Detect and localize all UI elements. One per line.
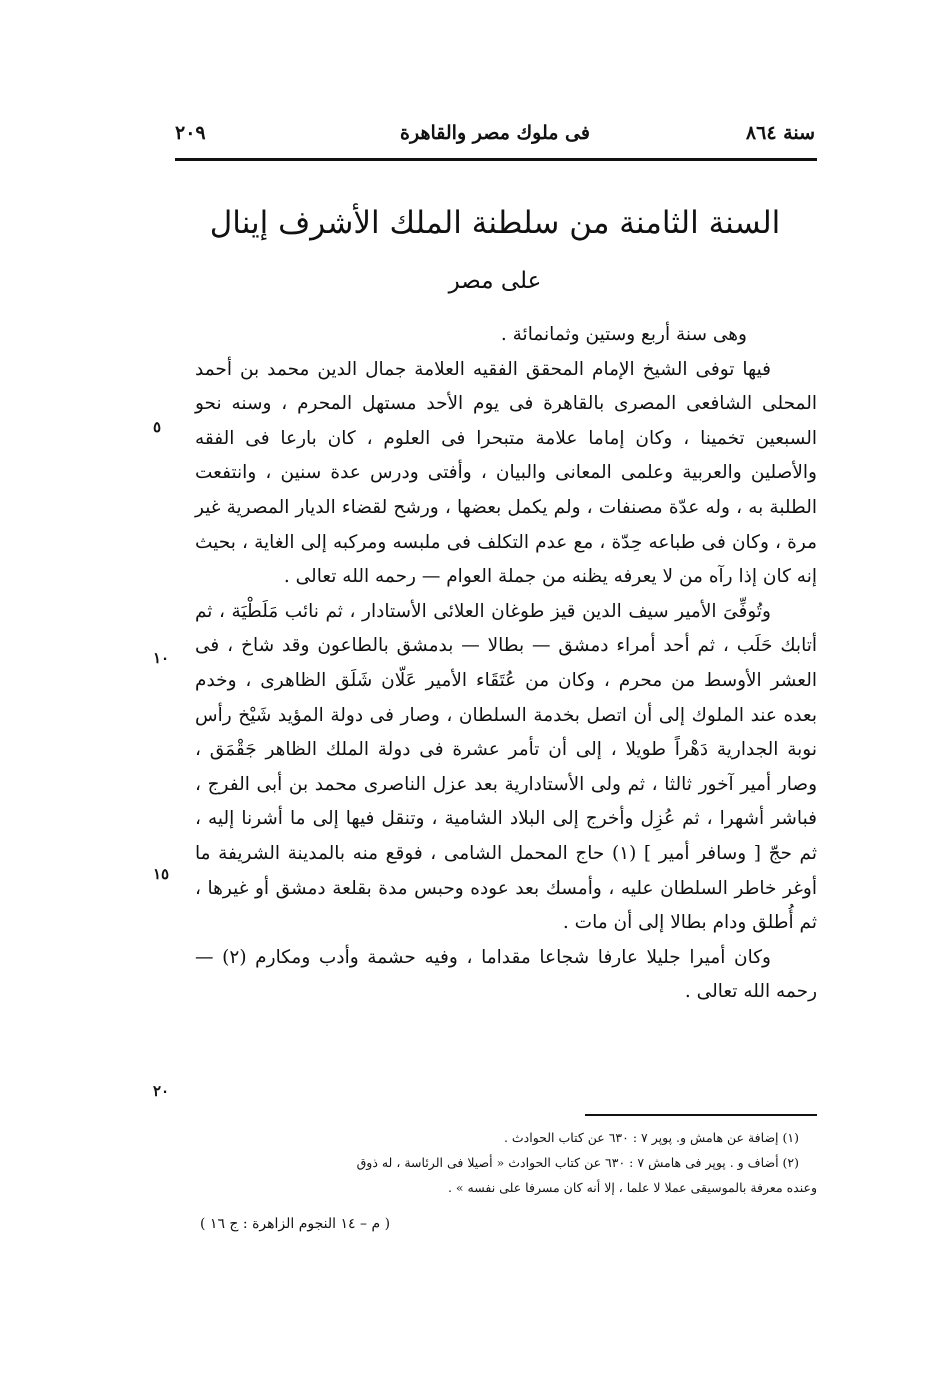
- line-number-10: ١٠: [153, 649, 170, 667]
- running-head: [175, 118, 815, 152]
- paragraph-mahalli: فيها توفى الشيخ الإمام المحقق الفقيه العلامة جمال الدين محمد بن أحمد المحلى الشافعى المصرى بالقاهرة فى يوم الأحد مستهل المحرم ، وسنه نحو السبعين تخمينا ، وكان إماما علامة متبحرا فى العلوم ، كان بارعا فى الفقه والأصلين والعربية وعلمى المعانى والبيان ، وأفتى ودرس عدة سنين ، وانتفعت الطلبة به ، وله عدّة مصنفات ، ولم يكمل بعضها ، ورشح لقضاء الديار المصرية غير مرة ، وكان فى طباعه حِدّة ، مع عدم التكلف فى ملبسه ومركبه إلى الغاية ، بحيث إنه كان إذا رآه من لا يعرفه يظنه من جملة العوام — رحمه الله تعالى .: [195, 358, 817, 588]
- page-number: ٢٠٩: [175, 122, 206, 144]
- header-title: فى ملوك مصر والقاهرة: [400, 122, 590, 144]
- header-divider: [175, 158, 817, 161]
- paragraph-qiz-tughan: وتُوفِّىَ الأمير سيف الدين قيز طوغان العلائى الأستادار ، ثم نائب مَلَطْيَة ، ثم أتابك حَلَب ، ثم أحد أمراء دمشق — بطالا — بدمشق بالطاعون وقد شاخ ، فى العشر الأوسط من محرم ، وكان من عُتَقَاء الأمير عَلّان شَلَق الظاهرى ، وخدم بعده عند الملوك إلى أن اتصل بخدمة السلطان ، وصار فى دولة المؤيد شَيْخ رأس نوبة الجدارية دَهْراً طويلا ، إلى أن تأمر عشرة فى دولة الملك الظاهر جَقْمَق ، وصار أمير آخور ثالثا ، ثم ولى الأستادارية بعد عزل الناصرى محمد بن أبى الفرج ، فباشر أشهرا ، ثم عُزِل وأخرج إلى البلاد الشامية ، وتنقل فيها إلى ما أشرنا إليه ، ثم حجّ [ وسافر أمير ] (١) حاج المحمل الشامى ، فوقع منه بالمدينة الشريفة ما أوغر خاطر السلطان عليه ، وأمسك بعد عوده وحبس مدة بقلعة دمشق أو غيرها ، ثم أُطلق ودام بطالا إلى أن مات .: [195, 600, 817, 934]
- footnotes: [200, 1125, 817, 1200]
- line-number-20: ٢٠: [153, 1082, 170, 1100]
- line-number-5: ٥: [153, 418, 162, 436]
- footnote-divider: [585, 1114, 817, 1116]
- paragraph-closing: وكان أميرا جليلا عارفا شجاعا مقداما ، وفيه حشمة وأدب ومكارم (٢) — رحمه الله تعالى .: [195, 946, 817, 1003]
- line-number-15: ١٥: [153, 865, 170, 883]
- paragraph-intro: وهى سنة أربع وستين وثمانمائة .: [500, 324, 747, 345]
- chapter-subtitle: على مصر: [448, 268, 542, 294]
- footnote-1: (١) إضافة عن هامش و. پوپر ٧ : ٦٣٠ عن كتاب الحوادث .: [503, 1130, 799, 1145]
- footnote-2: (٢) أضاف و . پوپر فى هامش ٧ : ٦٣٠ عن كتاب الحوادث « أصيلا فى الرئاسة ، له ذوق: [356, 1155, 799, 1170]
- body-text: [195, 318, 817, 1010]
- chapter-title: السنة الثامنة من سلطنة الملك الأشرف إينال: [209, 205, 781, 241]
- signature-mark: ( م – ١٤ النجوم الزاهرة : ج ١٦ ): [200, 1216, 391, 1232]
- footnote-2-continued: وعنده معرفة بالموسيقى عملا لا علما ، إلا أنه كان مسرفا على نفسه » .: [447, 1180, 817, 1195]
- header-year: سنة ٨٦٤: [745, 122, 815, 144]
